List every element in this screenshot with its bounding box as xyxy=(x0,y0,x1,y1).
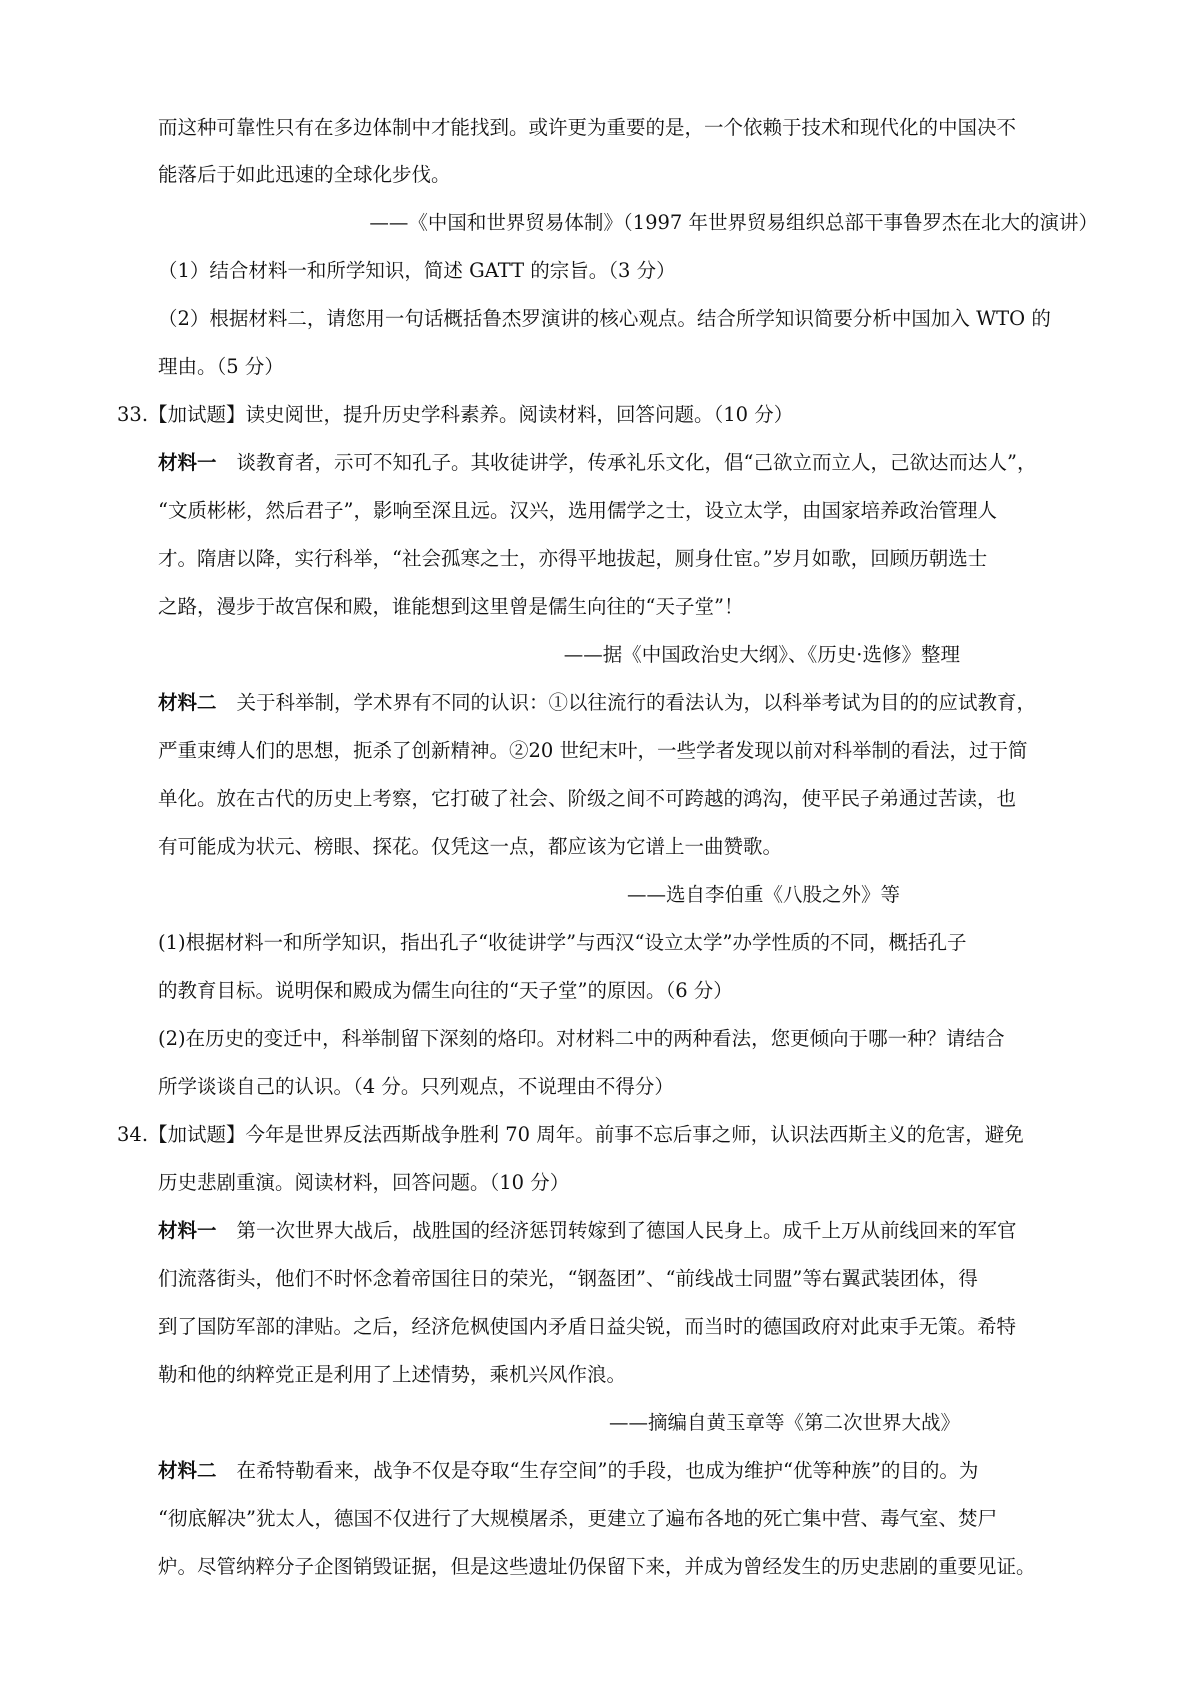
material-label: 材料二 xyxy=(158,1459,217,1482)
text-line: 有可能成为状元、榜眼、探花。仅凭这一点，都应该为它谱上一曲赞歌。 xyxy=(158,835,783,858)
text-line: 严重束缚人们的思想，扼杀了创新精神。②20 世纪末叶，一些学者发现以前对科举制的看法，过于简 xyxy=(158,739,1028,762)
sub-question: (2)在历史的变迁中，科举制留下深刻的烙印。对材料二中的两种看法，您更倾向于哪一种？请结合 xyxy=(158,1027,1005,1050)
sub-question: (1)根据材料一和所学知识，指出孔子“收徒讲学”与西汉“设立太学”办学性质的不同，概括孔子 xyxy=(158,931,967,954)
text-line: 能落后于如此迅速的全球化步伐。 xyxy=(158,163,451,186)
sub-question: （1）结合材料一和所学知识，简述 GATT 的宗旨。（3 分） xyxy=(158,259,676,282)
sub-question: 的教育目标。说明保和殿成为儒生向往的“天子堂”的原因。（6 分） xyxy=(158,979,733,1002)
material-paragraph xyxy=(158,1457,978,1485)
text-line: “彻底解决”犹太人，德国不仅进行了大规模屠杀，更建立了遍布各地的死亡集中营、毒气室、焚尸 xyxy=(158,1507,997,1530)
text-line: 谈教育者，示可不知孔子。其收徒讲学，传承礼乐文化，倡“己欲立而立人，己欲达而达人”， xyxy=(236,451,1037,474)
sub-question: 理由。（5 分） xyxy=(158,355,284,378)
text-line: 炉。尽管纳粹分子企图销毁证据，但是这些遗址仍保留下来，并成为曾经发生的历史悲剧的重要见证。 xyxy=(158,1555,1036,1578)
text-line: 到了国防军部的津贴。之后，经济危枫使国内矛盾日益尖锐，而当时的德国政府对此束手无策。希特 xyxy=(158,1315,1017,1338)
material-paragraph xyxy=(158,449,1036,477)
material-label: 材料一 xyxy=(158,451,217,474)
question-header: 历史悲剧重演。阅读材料，回答问题。（10 分） xyxy=(158,1171,570,1194)
text-line: 第一次世界大战后，战胜国的经济惩罚转嫁到了德国人民身上。成千上万从前线回来的军官 xyxy=(236,1219,1017,1242)
source-citation: ——选自李伯重《八股之外》等 xyxy=(626,883,900,906)
material-paragraph xyxy=(158,1217,1017,1245)
source-citation: ——《中国和世界贸易体制》（1997 年世界贸易组织总部干事鲁罗杰在北大的演讲） xyxy=(369,211,1098,234)
source-citation: ——摘编自黄玉章等《第二次世界大战》 xyxy=(608,1411,960,1434)
text-line: 勒和他的纳粹党正是利用了上述情势，乘机兴风作浪。 xyxy=(158,1363,627,1386)
material-label: 材料二 xyxy=(158,691,217,714)
material-label: 材料一 xyxy=(158,1219,217,1242)
text-line: 关于科举制，学术界有不同的认识：①以往流行的看法认为，以科举考试为目的的应试教育， xyxy=(236,691,1037,714)
material-paragraph xyxy=(158,689,1036,717)
text-line: 在希特勒看来，战争不仅是夺取“生存空间”的手段，也成为维护“优等种族”的目的。为 xyxy=(236,1459,979,1482)
sub-question: （2）根据材料二，请您用一句话概括鲁杰罗演讲的核心观点。结合所学知识简要分析中国加入 WTO 的 xyxy=(158,307,1051,330)
text-line: “文质彬彬，然后君子”，影响至深且远。汉兴，选用儒学之士，设立太学，由国家培养政治管理人 xyxy=(158,499,997,522)
text-line: 才。隋唐以降，实行科举，“社会孤寒之士，亦得平地拔起，厕身仕宦。”岁月如歌，回顾历朝选士 xyxy=(158,547,988,570)
sub-question: 所学谈谈自己的认识。（4 分。只列观点，不说理由不得分） xyxy=(158,1075,674,1098)
text-line: 们流落街头，他们不时怀念着帝国往日的荣光，“钢盔团”、“前线战士同盟”等右翼武装团体，得 xyxy=(158,1267,978,1290)
text-line: 而这种可靠性只有在多边体制中才能找到。或许更为重要的是，一个依赖于技术和现代化的中国决不 xyxy=(158,116,1017,139)
text-line: 单化。放在古代的历史上考察，它打破了社会、阶级之间不可跨越的鸿沟，使平民子弟通过苦读，也 xyxy=(158,787,1017,810)
source-citation: ——据《中国政治史大纲》、《历史·选修》整理 xyxy=(563,643,960,666)
text-line: 之路，漫步于故宫保和殿，谁能想到这里曾是儒生向往的“天子堂”！ xyxy=(158,595,744,618)
question-header: 34.【加试题】今年是世界反法西斯战争胜利 70 周年。前事不忘后事之师，认识法西斯主义的危害，避免 xyxy=(117,1123,1024,1146)
question-header: 33.【加试题】读史阅世，提升历史学科素养。阅读材料，回答问题。（10 分） xyxy=(117,403,794,426)
